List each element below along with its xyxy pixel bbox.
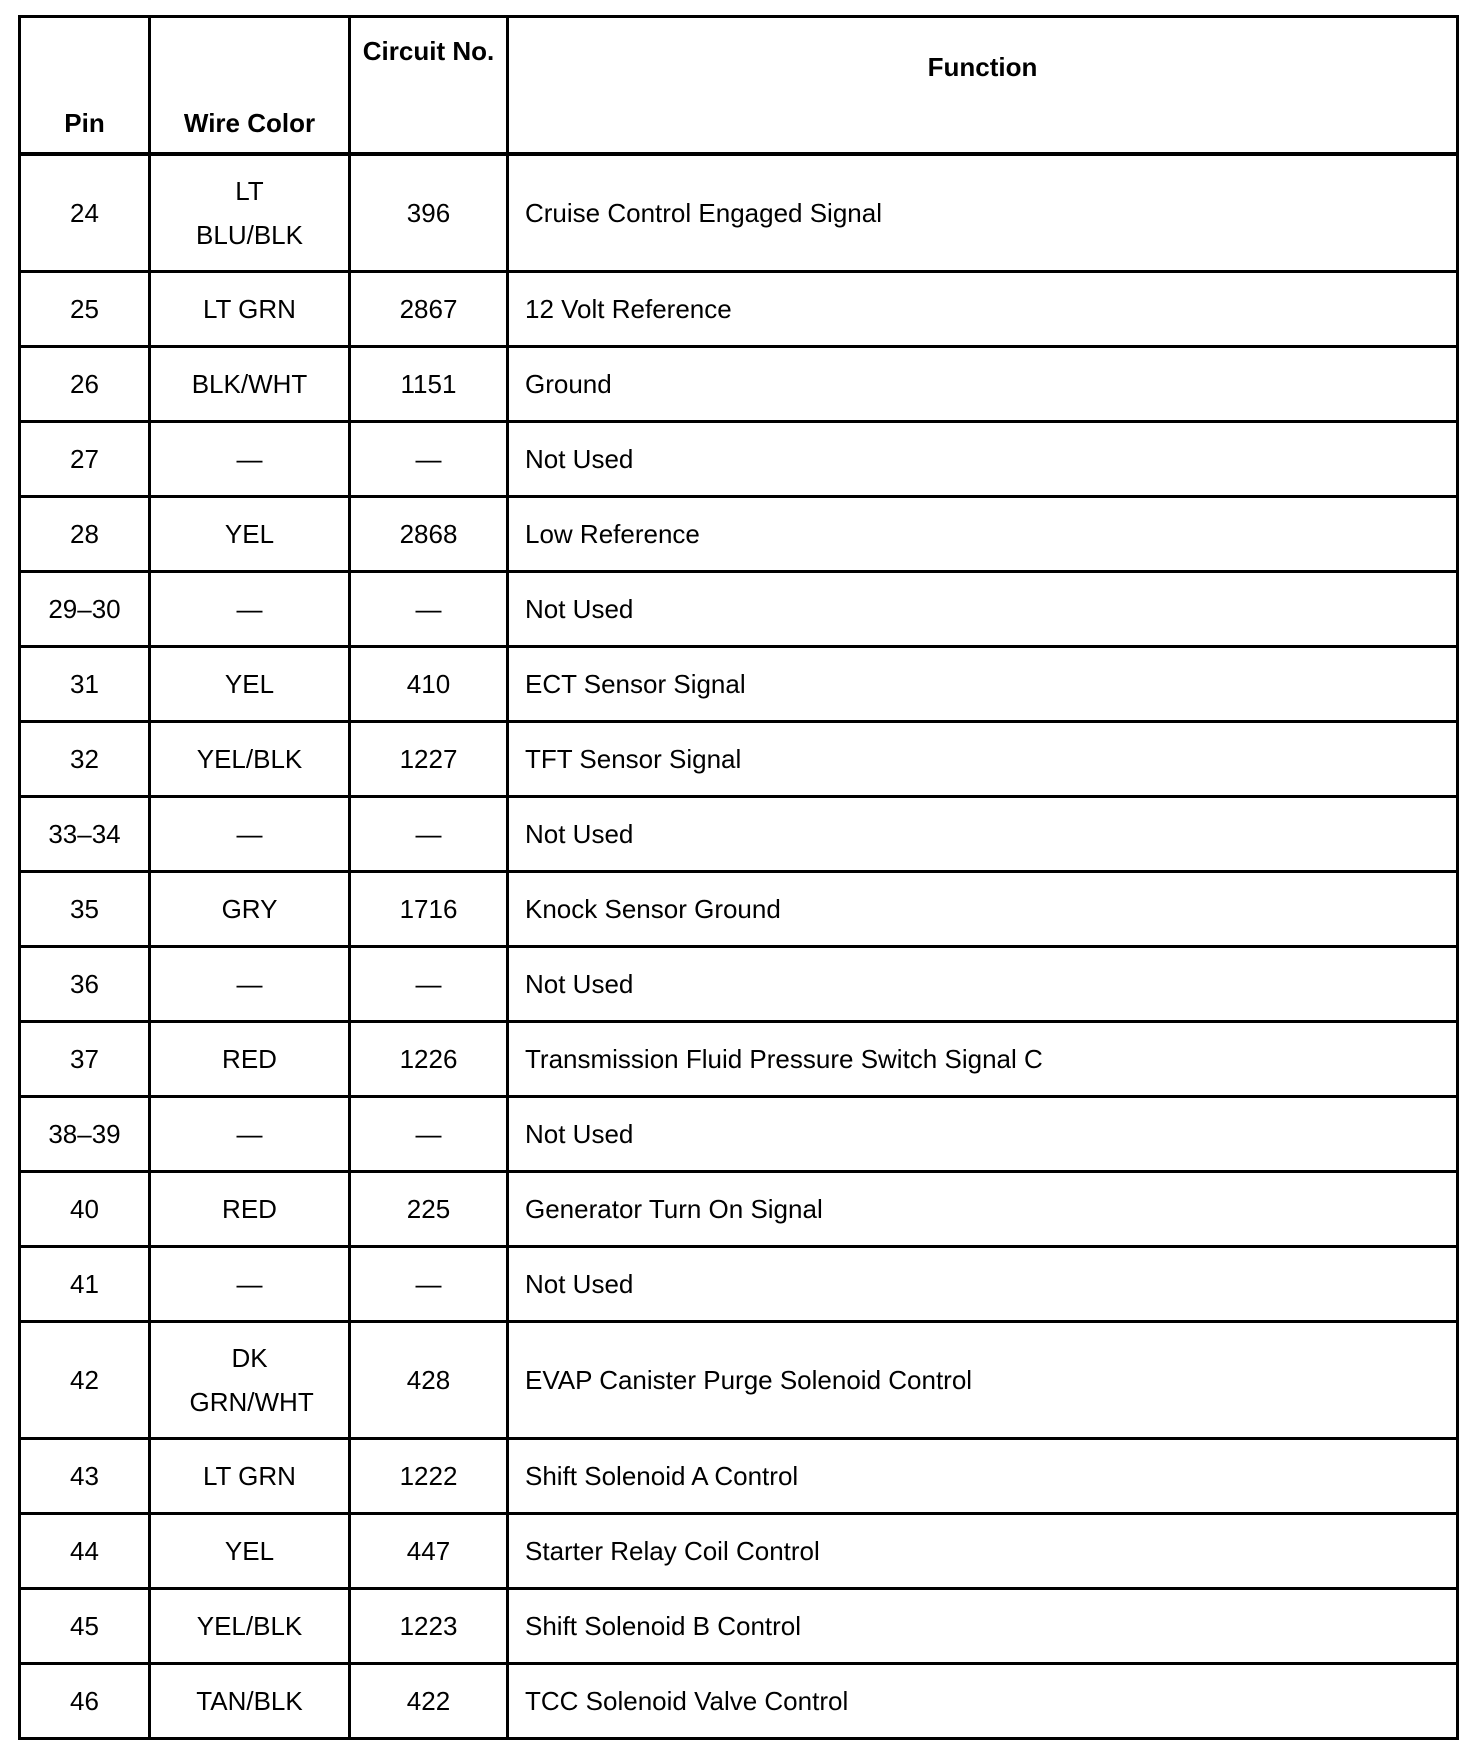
wire-color-cell bbox=[150, 1514, 350, 1589]
wire-color-text: YEL/BLK bbox=[196, 744, 303, 774]
wire-color-cell bbox=[150, 422, 350, 497]
circuit-no-cell: 1227 bbox=[350, 722, 508, 797]
circuit-no-cell: 396 bbox=[350, 154, 508, 272]
pin-cell: 29–30 bbox=[20, 572, 150, 647]
pin-cell: 44 bbox=[20, 1514, 150, 1589]
table-header-row bbox=[20, 17, 1458, 155]
wire-color-cell bbox=[150, 572, 350, 647]
pin-cell: 45 bbox=[20, 1589, 150, 1664]
table-row bbox=[20, 1022, 1458, 1097]
function-cell: Shift Solenoid B Control bbox=[508, 1589, 1458, 1664]
function-cell: Low Reference bbox=[508, 497, 1458, 572]
header-circuit-no: Circuit No. bbox=[350, 17, 508, 155]
wire-color-text: — bbox=[236, 819, 263, 849]
pin-cell: 46 bbox=[20, 1664, 150, 1739]
wire-color-text: — bbox=[236, 444, 263, 474]
table-row bbox=[20, 1514, 1458, 1589]
circuit-no-cell: 225 bbox=[350, 1172, 508, 1247]
wire-color-text: YEL bbox=[224, 1536, 275, 1566]
wire-color-text: BLK/WHT bbox=[191, 369, 308, 399]
function-cell: TFT Sensor Signal bbox=[508, 722, 1458, 797]
wire-color-cell bbox=[150, 947, 350, 1022]
table-row bbox=[20, 272, 1458, 347]
circuit-no-cell: 1716 bbox=[350, 872, 508, 947]
table-row bbox=[20, 1589, 1458, 1664]
table-row bbox=[20, 872, 1458, 947]
table-body bbox=[20, 154, 1458, 1739]
pin-cell: 25 bbox=[20, 272, 150, 347]
function-cell: ECT Sensor Signal bbox=[508, 647, 1458, 722]
function-cell: Not Used bbox=[508, 572, 1458, 647]
wire-color-cell bbox=[150, 1172, 350, 1247]
wire-color-cell bbox=[150, 1022, 350, 1097]
table-row bbox=[20, 1172, 1458, 1247]
circuit-no-cell: 2867 bbox=[350, 272, 508, 347]
pin-cell: 37 bbox=[20, 1022, 150, 1097]
pin-cell: 28 bbox=[20, 497, 150, 572]
function-cell: Shift Solenoid A Control bbox=[508, 1439, 1458, 1514]
wire-color-cell bbox=[150, 1589, 350, 1664]
circuit-no-cell: 1222 bbox=[350, 1439, 508, 1514]
table-row bbox=[20, 1664, 1458, 1739]
table-row bbox=[20, 797, 1458, 872]
wire-color-text: — bbox=[236, 969, 263, 999]
table-row bbox=[20, 647, 1458, 722]
circuit-no-cell: — bbox=[350, 947, 508, 1022]
function-cell: Transmission Fluid Pressure Switch Signal C bbox=[508, 1022, 1458, 1097]
function-cell: Not Used bbox=[508, 1097, 1458, 1172]
table-row bbox=[20, 722, 1458, 797]
circuit-no-cell: — bbox=[350, 797, 508, 872]
table-row bbox=[20, 572, 1458, 647]
table-row bbox=[20, 497, 1458, 572]
circuit-no-cell: 1226 bbox=[350, 1022, 508, 1097]
table-row bbox=[20, 1097, 1458, 1172]
wire-color-cell bbox=[150, 722, 350, 797]
pin-cell: 32 bbox=[20, 722, 150, 797]
wire-color-text: YEL/BLK bbox=[196, 1611, 303, 1641]
table-row bbox=[20, 422, 1458, 497]
wire-color-text: YEL bbox=[224, 519, 275, 549]
wire-color-text: — bbox=[236, 1269, 263, 1299]
table-row bbox=[20, 1322, 1458, 1439]
function-cell: Not Used bbox=[508, 797, 1458, 872]
wire-color-cell bbox=[150, 497, 350, 572]
circuit-no-cell: 447 bbox=[350, 1514, 508, 1589]
table-row bbox=[20, 1439, 1458, 1514]
wire-color-cell bbox=[150, 347, 350, 422]
wire-color-cell bbox=[150, 272, 350, 347]
header-function: Function bbox=[508, 17, 1458, 155]
function-cell: Not Used bbox=[508, 947, 1458, 1022]
header-wire-color: Wire Color bbox=[150, 17, 350, 155]
circuit-no-cell: 422 bbox=[350, 1664, 508, 1739]
wire-color-text: DK GRN/WHT bbox=[189, 1343, 314, 1417]
function-cell: 12 Volt Reference bbox=[508, 272, 1458, 347]
wire-color-text: TAN/BLK bbox=[196, 1686, 303, 1716]
function-cell: Generator Turn On Signal bbox=[508, 1172, 1458, 1247]
pin-cell: 35 bbox=[20, 872, 150, 947]
function-cell: EVAP Canister Purge Solenoid Control bbox=[508, 1322, 1458, 1439]
wire-color-cell bbox=[150, 647, 350, 722]
pin-cell: 38–39 bbox=[20, 1097, 150, 1172]
wire-color-text: — bbox=[236, 1119, 263, 1149]
wire-color-text: GRY bbox=[221, 894, 278, 924]
pin-cell: 33–34 bbox=[20, 797, 150, 872]
wire-color-cell bbox=[150, 1097, 350, 1172]
pin-cell: 31 bbox=[20, 647, 150, 722]
wire-color-text: LT BLU/BLK bbox=[196, 176, 303, 250]
function-cell: Not Used bbox=[508, 422, 1458, 497]
function-cell: Knock Sensor Ground bbox=[508, 872, 1458, 947]
wire-color-text: LT GRN bbox=[203, 294, 296, 324]
pinout-sheet bbox=[18, 15, 1456, 1740]
function-cell: Not Used bbox=[508, 1247, 1458, 1322]
circuit-no-cell: 1151 bbox=[350, 347, 508, 422]
wire-color-cell bbox=[150, 1247, 350, 1322]
table-row bbox=[20, 947, 1458, 1022]
table-row bbox=[20, 1247, 1458, 1322]
header-pin: Pin bbox=[20, 17, 150, 155]
circuit-no-cell: — bbox=[350, 572, 508, 647]
wire-color-cell bbox=[150, 1322, 350, 1439]
table-row bbox=[20, 347, 1458, 422]
circuit-no-cell: — bbox=[350, 422, 508, 497]
connector-pinout-table bbox=[18, 15, 1459, 1740]
wire-color-text: LT GRN bbox=[203, 1461, 296, 1491]
function-cell: Starter Relay Coil Control bbox=[508, 1514, 1458, 1589]
pin-cell: 43 bbox=[20, 1439, 150, 1514]
table-row bbox=[20, 154, 1458, 272]
wire-color-cell bbox=[150, 797, 350, 872]
wire-color-text: — bbox=[236, 594, 263, 624]
pin-cell: 36 bbox=[20, 947, 150, 1022]
circuit-no-cell: — bbox=[350, 1247, 508, 1322]
pin-cell: 26 bbox=[20, 347, 150, 422]
pin-cell: 24 bbox=[20, 154, 150, 272]
function-cell: Ground bbox=[508, 347, 1458, 422]
circuit-no-cell: 410 bbox=[350, 647, 508, 722]
wire-color-cell bbox=[150, 154, 350, 272]
wire-color-text: RED bbox=[222, 1194, 277, 1224]
circuit-no-cell: 428 bbox=[350, 1322, 508, 1439]
wire-color-cell bbox=[150, 1439, 350, 1514]
wire-color-cell bbox=[150, 872, 350, 947]
circuit-no-cell: — bbox=[350, 1097, 508, 1172]
function-cell: TCC Solenoid Valve Control bbox=[508, 1664, 1458, 1739]
pin-cell: 27 bbox=[20, 422, 150, 497]
pin-cell: 41 bbox=[20, 1247, 150, 1322]
wire-color-cell bbox=[150, 1664, 350, 1739]
wire-color-text: YEL bbox=[224, 669, 275, 699]
pin-cell: 42 bbox=[20, 1322, 150, 1439]
pin-cell: 40 bbox=[20, 1172, 150, 1247]
function-cell: Cruise Control Engaged Signal bbox=[508, 154, 1458, 272]
circuit-no-cell: 2868 bbox=[350, 497, 508, 572]
wire-color-text: RED bbox=[222, 1044, 277, 1074]
circuit-no-cell: 1223 bbox=[350, 1589, 508, 1664]
